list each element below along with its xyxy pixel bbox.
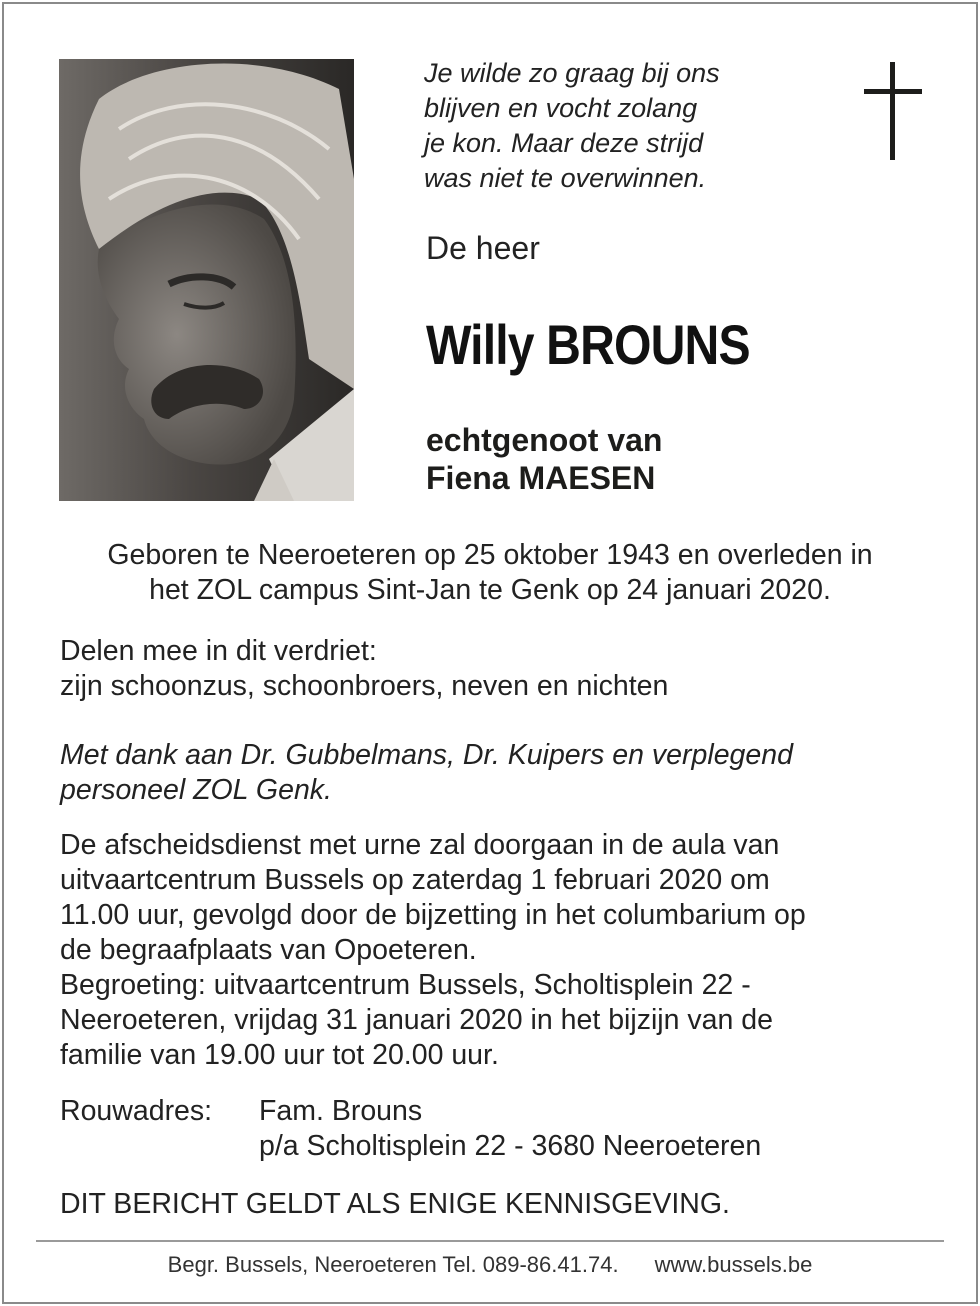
service-line: Neeroeteren, vrijdag 31 januari 2020 in het bijzijn van de bbox=[60, 1004, 773, 1036]
website-link[interactable]: www.bussels.be bbox=[654, 1252, 813, 1277]
service-line: Begroeting: uitvaartcentrum Bussels, Scholtisplein 22 - bbox=[60, 969, 751, 1001]
portrait-photo bbox=[59, 59, 354, 501]
birth-death-details bbox=[40, 538, 940, 608]
spouse-info bbox=[426, 421, 662, 497]
poem-line: blijven en vocht zolang bbox=[424, 93, 698, 123]
poem-line: je kon. Maar deze strijd bbox=[424, 128, 704, 158]
poem-line: was niet te overwinnen. bbox=[424, 163, 707, 193]
funeral-service-details bbox=[60, 828, 940, 1073]
cross-icon bbox=[864, 62, 922, 160]
thanks-line: Met dank aan Dr. Gubbelmans, Dr. Kuipers en verplegend bbox=[60, 739, 793, 771]
address-family: Fam. Brouns bbox=[259, 1095, 423, 1127]
memorial-poem bbox=[424, 56, 824, 196]
footer-divider bbox=[36, 1240, 944, 1242]
grieving-family bbox=[60, 634, 940, 704]
service-line: 11.00 uur, gevolgd door de bijzetting in het columbarium op bbox=[60, 899, 806, 931]
sharers-list: zijn schoonzus, schoonbroers, neven en nichten bbox=[60, 670, 669, 702]
service-line: familie van 19.00 uur tot 20.00 uur. bbox=[60, 1039, 499, 1071]
spouse-relation: echtgenoot van bbox=[426, 422, 663, 458]
service-line: de begraafplaats van Opoeteren. bbox=[60, 934, 477, 966]
service-line: uitvaartcentrum Bussels op zaterdag 1 februari 2020 om bbox=[60, 864, 770, 896]
birth-line: het ZOL campus Sint-Jan te Genk op 24 januari 2020. bbox=[149, 574, 831, 606]
footer bbox=[40, 1252, 940, 1278]
address-street: p/a Scholtisplein 22 - 3680 Neeroeteren bbox=[259, 1130, 762, 1162]
birth-line: Geboren te Neeroeteren op 25 oktober 1943 en overleden in bbox=[107, 539, 873, 571]
official-notice: DIT BERICHT GELDT ALS ENIGE KENNISGEVING. bbox=[60, 1188, 730, 1220]
honorific: De heer bbox=[426, 230, 540, 266]
poem-line: Je wilde zo graag bij ons bbox=[424, 58, 720, 88]
thanks-note bbox=[60, 738, 940, 808]
sharers-heading: Delen mee in dit verdriet: bbox=[60, 635, 377, 667]
address-label: Rouwadres: bbox=[60, 1095, 213, 1127]
undertaker-contact: Begr. Bussels, Neeroeteren Tel. 089-86.41.74. bbox=[167, 1252, 619, 1277]
mourning-address bbox=[60, 1094, 940, 1164]
spouse-name: Fiena MAESEN bbox=[426, 460, 656, 496]
service-line: De afscheidsdienst met urne zal doorgaan in de aula van bbox=[60, 829, 780, 861]
deceased-name: Willy BROUNS bbox=[426, 313, 750, 376]
thanks-line: personeel ZOL Genk. bbox=[60, 774, 332, 806]
